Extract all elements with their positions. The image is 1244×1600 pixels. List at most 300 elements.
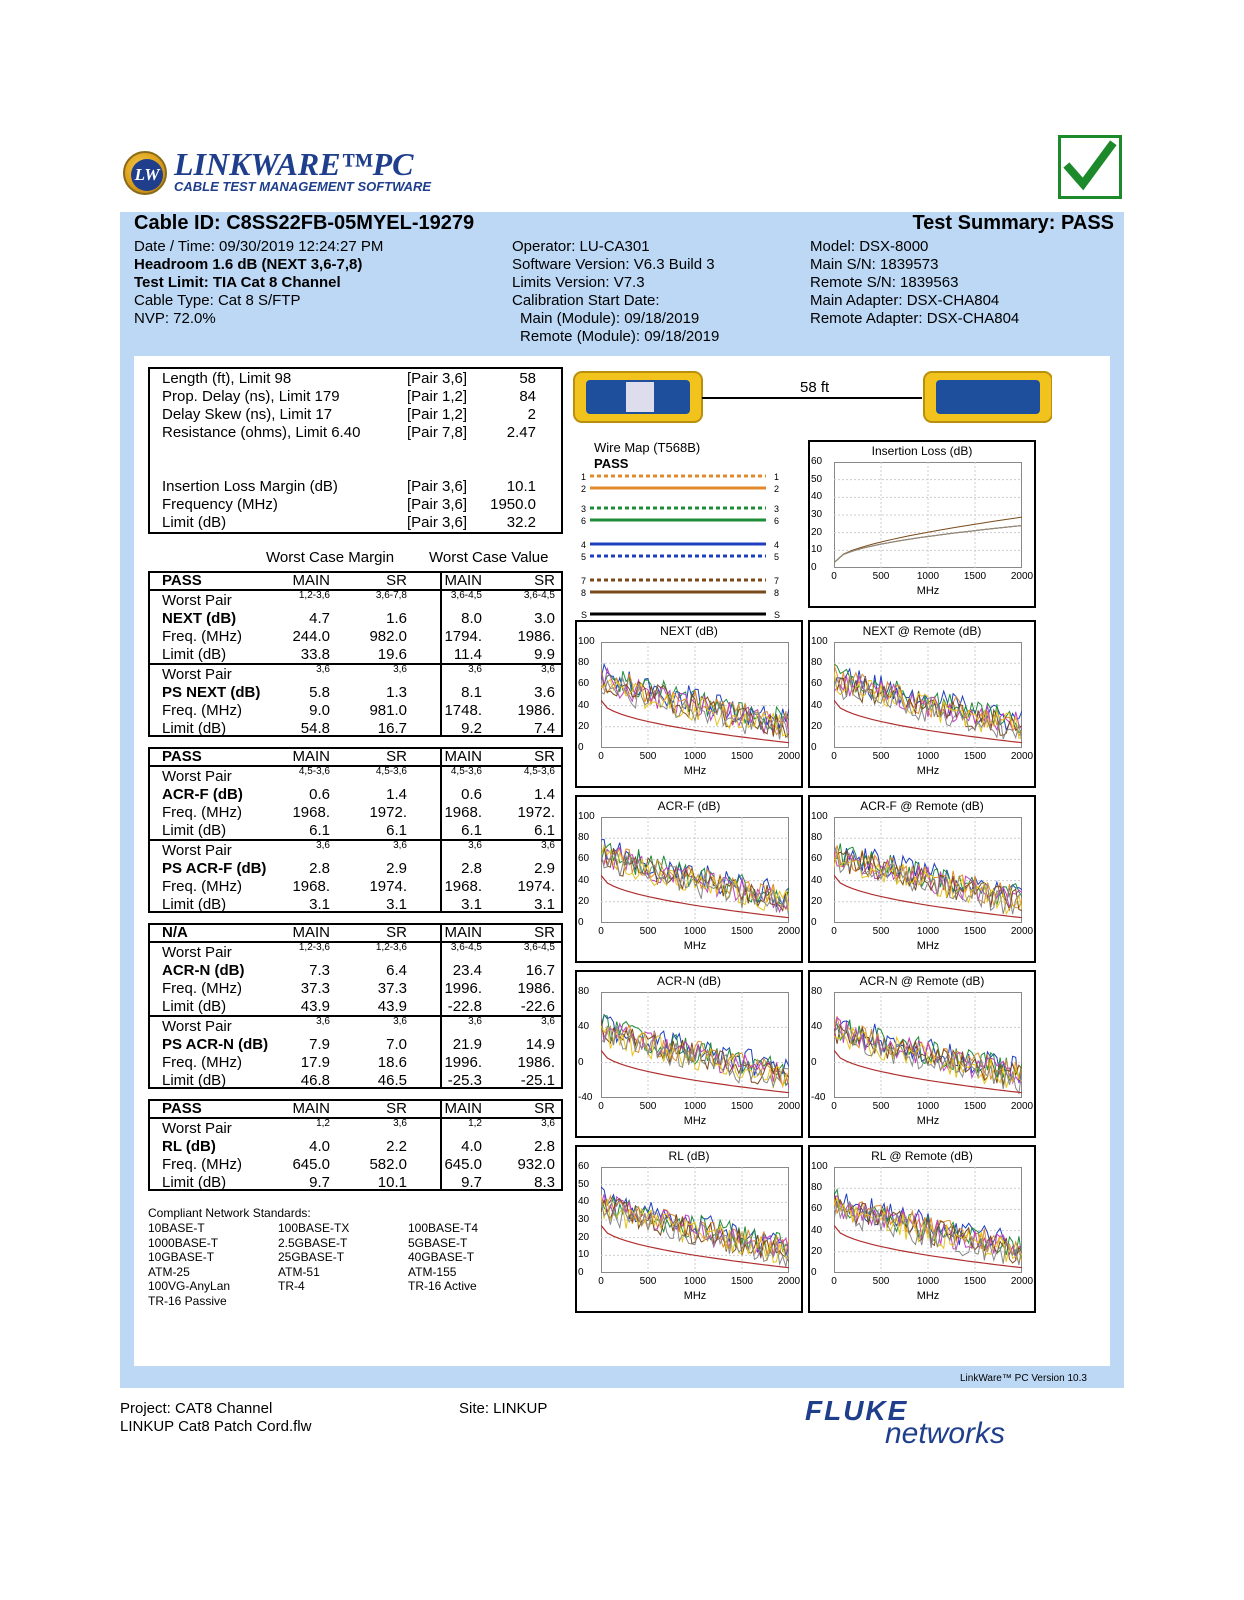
wire-pin-label: 8 <box>581 588 587 598</box>
measurement-value: 23.4 <box>452 962 482 979</box>
standard-item: ATM-51 <box>278 1264 320 1279</box>
standard-item: TR-4 <box>278 1279 305 1293</box>
worst-pair-label: Worst Pair <box>162 1120 232 1137</box>
x-tick-label: 1500 <box>963 1101 987 1112</box>
basic-value: 2.47 <box>506 424 536 441</box>
remote-unit-icon <box>924 372 1052 422</box>
freq-value: 17.9 <box>300 1054 330 1071</box>
chart-title: ACR-N (dB) <box>656 974 721 988</box>
chart-plot <box>834 992 1022 1098</box>
x-tick-label: 500 <box>639 751 657 762</box>
freq-value: 1986. <box>517 1054 555 1071</box>
logo-title: LINKWARE™PC <box>174 146 414 182</box>
standard-item: 40GBASE-T <box>408 1250 475 1264</box>
worst-pair-value: 3,6 <box>316 1016 330 1027</box>
freq-value: 645.0 <box>444 1156 482 1173</box>
standard-item: 5GBASE-T <box>408 1235 468 1250</box>
freq-label: Freq. (MHz) <box>162 878 242 895</box>
y-tick-label: 40 <box>578 699 590 711</box>
project-file: LINKUP Cat8 Patch Cord.flw <box>120 1418 312 1435</box>
worst-pair-value: 3,6 <box>541 840 555 851</box>
freq-value: 1972. <box>517 804 555 821</box>
measurement-value: 7.3 <box>309 962 330 979</box>
limit-value: 9.7 <box>461 1174 482 1191</box>
x-tick-label: 500 <box>639 1101 657 1112</box>
measurement-value: 2.8 <box>461 860 482 877</box>
x-axis-label: MHz <box>683 940 707 952</box>
limit-value: 3.1 <box>386 896 407 913</box>
y-tick-label: 60 <box>811 853 823 865</box>
worst-pair-value: 3,6 <box>393 1016 407 1027</box>
y-tick-label: 0 <box>578 1267 584 1278</box>
worst-pair-value: 3,6 <box>541 1118 555 1129</box>
y-tick-label: 0 <box>811 742 817 753</box>
column-header: SR <box>534 572 555 589</box>
worst-pair-value: 3,6 <box>541 1016 555 1027</box>
header-col-3: Model: DSX-8000 Main S/N: 1839573 Remote S/N: 1839563 Main Adapter: DSX-CHA804 Remote Adapter: DSX-CHA804 <box>810 238 1020 327</box>
x-tick-label: 1500 <box>730 1276 754 1287</box>
x-axis-label: MHz <box>916 1115 940 1127</box>
pass-check-icon <box>1058 135 1122 199</box>
x-tick-label: 1000 <box>683 1276 707 1287</box>
measurement-value: 2.8 <box>534 1138 555 1155</box>
wire-pin-label: S <box>581 610 588 620</box>
x-tick-label: 1500 <box>730 926 754 937</box>
worst-pair-value: 3,6 <box>393 840 407 851</box>
basic-pair: [Pair 3,6] <box>407 496 468 513</box>
worst-pair-value: 3,6-7,8 <box>375 590 407 601</box>
worst-pair-value: 3,6-4,5 <box>450 590 482 601</box>
worst-pair-label: Worst Pair <box>162 842 232 859</box>
freq-value: 1974. <box>369 878 407 895</box>
worst-pair-value: 3,6 <box>468 664 482 675</box>
freq-value: 1968. <box>444 878 482 895</box>
chart-title: NEXT @ Remote (dB) <box>862 624 982 638</box>
measurement-value: 0.6 <box>461 786 482 803</box>
worst-pair-label: Worst Pair <box>162 1018 232 1035</box>
chart-title: Insertion Loss (dB) <box>871 444 973 458</box>
y-tick-label: 0 <box>811 917 817 928</box>
limit-value: 43.9 <box>300 998 330 1015</box>
main-unit-icon <box>574 372 702 422</box>
worst-pair-value: 3,6 <box>316 664 330 675</box>
x-tick-label: 1500 <box>730 751 754 762</box>
y-tick-label: -40 <box>811 1092 826 1103</box>
y-tick-label: 20 <box>811 895 823 907</box>
limit-label: Limit (dB) <box>162 720 227 737</box>
limit-value: 46.8 <box>300 1072 330 1089</box>
y-tick-label: 40 <box>811 699 823 711</box>
wire-pin-label: 4 <box>774 540 780 550</box>
y-tick-label: 50 <box>811 473 823 485</box>
x-axis-label: MHz <box>916 1290 940 1302</box>
x-axis-label: MHz <box>916 765 940 777</box>
y-tick-label: 80 <box>578 657 590 669</box>
column-header: SR <box>386 1100 407 1117</box>
cable-id: Cable ID: C8SS22FB-05MYEL-19279 <box>134 212 475 234</box>
basic-value: 58 <box>519 370 536 387</box>
limit-label: Limit (dB) <box>162 646 227 663</box>
y-tick-label: 80 <box>811 657 823 669</box>
standard-item: 100BASE-TX <box>278 1221 350 1235</box>
x-tick-label: 0 <box>598 1101 604 1112</box>
freq-value: 582.0 <box>369 1156 407 1173</box>
wire-pin-label: 7 <box>774 576 780 586</box>
worst-pair-label: Worst Pair <box>162 944 232 961</box>
software-version: LinkWare™ PC Version 10.3 <box>960 1373 1087 1384</box>
x-tick-label: 1000 <box>683 926 707 937</box>
x-tick-label: 1000 <box>916 1101 940 1112</box>
measurement-value: 14.9 <box>525 1036 555 1053</box>
wire-pin-label: 2 <box>581 484 587 494</box>
column-header: SR <box>534 924 555 941</box>
wire-map <box>580 440 790 620</box>
column-header: MAIN <box>444 572 482 589</box>
y-tick-label: 100 <box>811 1161 828 1172</box>
y-tick-label: 20 <box>578 895 590 907</box>
wire-pin-label: 5 <box>581 552 587 562</box>
x-tick-label: 2000 <box>1010 751 1034 762</box>
worst-pair-value: 3,6 <box>468 840 482 851</box>
basic-pair: [Pair 1,2] <box>407 388 468 405</box>
measurement-value: 2.8 <box>309 860 330 877</box>
chart-title: RL (dB) <box>668 1149 710 1163</box>
worst-pair-value: 3,6 <box>316 840 330 851</box>
y-tick-label: 40 <box>578 874 590 886</box>
freq-value: 1986. <box>517 980 555 997</box>
y-tick-label: 0 <box>811 1267 817 1278</box>
y-tick-label: 100 <box>811 811 828 822</box>
x-axis-label: MHz <box>683 765 707 777</box>
y-tick-label: 10 <box>811 544 823 556</box>
basic-value: 32.2 <box>506 514 536 531</box>
y-tick-label: 50 <box>578 1178 590 1190</box>
wire-map-lines <box>580 466 790 620</box>
limit-label: Limit (dB) <box>162 1174 227 1191</box>
column-header: MAIN <box>444 748 482 765</box>
freq-value: 1986. <box>517 628 555 645</box>
freq-value: 1748. <box>444 702 482 719</box>
limit-value: 16.7 <box>377 720 407 737</box>
footer-project <box>120 1400 311 1436</box>
worst-pair-value: 1,2-3,6 <box>375 942 407 953</box>
link-diagram <box>572 368 1052 428</box>
measurement-value: 3.6 <box>534 684 555 701</box>
measurement-name: RL (dB) <box>162 1138 216 1155</box>
measurement-value: 6.4 <box>386 962 407 979</box>
x-tick-label: 2000 <box>1010 571 1034 582</box>
measurement-value: 0.6 <box>309 786 330 803</box>
worst-pair-value: 3,6 <box>393 664 407 675</box>
worst-pair-label: Worst Pair <box>162 768 232 785</box>
header-col-1: Date / Time: 09/30/2019 12:24:27 PM Headroom 1.6 dB (NEXT 3,6-7,8) Test Limit: TIA Cat 8 Channel Cable Type: Cat 8 S/FTP NVP: 72.0% <box>134 238 384 327</box>
freq-label: Freq. (MHz) <box>162 1156 242 1173</box>
column-header: MAIN <box>292 1100 330 1117</box>
freq-value: 37.3 <box>300 980 330 997</box>
x-tick-label: 2000 <box>1010 1101 1034 1112</box>
standard-item: TR-16 Passive <box>148 1293 227 1308</box>
chart-plot <box>834 462 1022 568</box>
limit-label: Limit (dB) <box>162 822 227 839</box>
limit-value: 9.7 <box>309 1174 330 1191</box>
chart-plot <box>834 1167 1022 1273</box>
chart-plot <box>834 817 1022 923</box>
worst-pair-label: Worst Pair <box>162 666 232 683</box>
limit-value: 43.9 <box>377 998 407 1015</box>
worst-pair-label: Worst Pair <box>162 592 232 609</box>
logo-badge-text: LW <box>131 159 163 191</box>
x-tick-label: 2000 <box>777 1101 801 1112</box>
freq-value: 645.0 <box>292 1156 330 1173</box>
column-header: MAIN <box>444 1100 482 1117</box>
limit-label: Limit (dB) <box>162 998 227 1015</box>
limit-value: -25.1 <box>520 1072 555 1089</box>
measurement-value: 3.0 <box>534 610 555 627</box>
wire-pin-label: 2 <box>774 484 780 494</box>
worst-pair-value: 1,2 <box>468 1118 482 1129</box>
y-tick-label: 20 <box>578 720 590 732</box>
basic-label: Insertion Loss Margin (dB) <box>162 478 338 495</box>
freq-value: 18.6 <box>377 1054 407 1071</box>
measurement-name: PS ACR-N (dB) <box>162 1036 269 1053</box>
y-tick-label: 40 <box>811 491 823 503</box>
x-tick-label: 1500 <box>963 926 987 937</box>
basic-label: Frequency (MHz) <box>162 496 278 513</box>
limit-value: 6.1 <box>461 822 482 839</box>
y-tick-label: 0 <box>811 562 817 573</box>
freq-value: 1968. <box>292 878 330 895</box>
chart-title: ACR-F @ Remote (dB) <box>860 799 984 813</box>
wire-map-title: Wire Map (T568B) <box>594 440 701 455</box>
column-header: SR <box>386 924 407 941</box>
standard-item: 100VG-AnyLan <box>148 1279 231 1293</box>
chart-plot <box>601 817 789 923</box>
standard-item: ATM-155 <box>408 1264 457 1279</box>
limit-value: -22.8 <box>447 998 482 1015</box>
column-header: MAIN <box>292 572 330 589</box>
x-tick-label: 0 <box>598 751 604 762</box>
x-tick-label: 1500 <box>963 571 987 582</box>
worst-pair-value: 3,6 <box>393 1118 407 1129</box>
x-tick-label: 1000 <box>916 1276 940 1287</box>
wire-pin-label: 6 <box>581 516 587 526</box>
table-status: N/A <box>162 924 188 941</box>
worst-pair-value: 4,5-3,6 <box>523 766 555 777</box>
basic-value: 1950.0 <box>490 496 536 513</box>
basic-label: Prop. Delay (ns), Limit 179 <box>162 388 340 405</box>
y-tick-label: 60 <box>811 456 823 467</box>
standard-item: 1000BASE-T <box>148 1235 219 1250</box>
measurement-name: PS NEXT (dB) <box>162 684 261 701</box>
measurement-value: 7.0 <box>386 1036 407 1053</box>
y-tick-label: 60 <box>578 1161 590 1172</box>
limit-value: 3.1 <box>534 896 555 913</box>
column-header: SR <box>386 748 407 765</box>
y-tick-label: 80 <box>811 1182 823 1194</box>
project-name: Project: CAT8 Channel <box>120 1400 273 1417</box>
wire-pin-label: 6 <box>774 516 780 526</box>
x-tick-label: 1000 <box>683 751 707 762</box>
worst-pair-value: 3,6 <box>468 1016 482 1027</box>
measurement-value: 8.0 <box>461 610 482 627</box>
column-header: MAIN <box>292 924 330 941</box>
y-tick-label: 80 <box>811 832 823 844</box>
worst-pair-value: 4,5-3,6 <box>375 766 407 777</box>
y-tick-label: 0 <box>578 917 584 928</box>
worst-pair-value: 3,6 <box>541 664 555 675</box>
worst-value-header: Worst Case Value <box>429 549 549 566</box>
freq-value: 932.0 <box>517 1156 555 1173</box>
fluke-networks-logo: FLUKE networks <box>805 1395 1006 1450</box>
basic-label: Limit (dB) <box>162 514 227 531</box>
test-summary: Test Summary: PASS <box>912 212 1114 234</box>
wire-pin-label: 5 <box>774 552 780 562</box>
x-tick-label: 0 <box>831 926 837 937</box>
limit-label: Limit (dB) <box>162 1072 227 1089</box>
x-tick-label: 1000 <box>916 571 940 582</box>
freq-value: 982.0 <box>369 628 407 645</box>
x-axis-label: MHz <box>683 1115 707 1127</box>
y-tick-label: 60 <box>578 678 590 690</box>
x-axis-label: MHz <box>916 585 940 597</box>
measurement-name: NEXT (dB) <box>162 610 237 627</box>
logo-subtitle: CABLE TEST MANAGEMENT SOFTWARE <box>174 179 432 194</box>
x-tick-label: 1500 <box>730 1101 754 1112</box>
limit-value: 10.1 <box>377 1174 407 1191</box>
limit-value: -22.6 <box>520 998 555 1015</box>
limit-value: 6.1 <box>534 822 555 839</box>
standard-item: 25GBASE-T <box>278 1250 345 1264</box>
freq-value: 1974. <box>517 878 555 895</box>
x-tick-label: 1000 <box>916 926 940 937</box>
x-tick-label: 1000 <box>683 1101 707 1112</box>
measurement-value: 8.1 <box>461 684 482 701</box>
x-tick-label: 0 <box>598 926 604 937</box>
y-tick-label: 60 <box>811 1203 823 1215</box>
limit-value: 33.8 <box>300 646 330 663</box>
table-status: PASS <box>162 1100 202 1117</box>
wire-map-status: PASS <box>594 456 629 471</box>
freq-label: Freq. (MHz) <box>162 1054 242 1071</box>
freq-value: 1996. <box>444 1054 482 1071</box>
freq-value: 37.3 <box>377 980 407 997</box>
footer-site: Site: LINKUP <box>459 1400 548 1417</box>
wire-pin-label: S <box>774 610 781 620</box>
limit-value: 7.4 <box>534 720 555 737</box>
x-tick-label: 2000 <box>777 1276 801 1287</box>
measurement-value: 4.0 <box>461 1138 482 1155</box>
chart-title: RL @ Remote (dB) <box>871 1149 973 1163</box>
standard-item: 10BASE-T <box>148 1221 205 1235</box>
worst-pair-value: 4,5-3,6 <box>298 766 330 777</box>
measurement-value: 2.2 <box>386 1138 407 1155</box>
worst-pair-value: 1,2-3,6 <box>298 942 330 953</box>
x-tick-label: 1000 <box>916 751 940 762</box>
standard-item: 10GBASE-T <box>148 1250 215 1264</box>
wire-pin-label: 3 <box>774 504 780 514</box>
limit-value: 19.6 <box>377 646 407 663</box>
basic-pair: [Pair 7,8] <box>407 424 468 441</box>
y-tick-label: 40 <box>578 1021 590 1033</box>
basic-pair: [Pair 3,6] <box>407 370 468 387</box>
column-header: SR <box>534 1100 555 1117</box>
basic-label: Length (ft), Limit 98 <box>162 370 292 387</box>
basic-pair: [Pair 1,2] <box>407 406 468 423</box>
x-tick-label: 500 <box>872 751 890 762</box>
worst-pair-value: 1,2 <box>316 1118 330 1129</box>
limit-value: 3.1 <box>309 896 330 913</box>
y-tick-label: 60 <box>578 853 590 865</box>
limit-value: 9.2 <box>461 720 482 737</box>
chart-plot <box>601 1167 789 1273</box>
x-tick-label: 2000 <box>777 751 801 762</box>
x-tick-label: 500 <box>872 926 890 937</box>
chart-plot <box>834 642 1022 748</box>
worst-pair-value: 3,6-4,5 <box>450 942 482 953</box>
y-tick-label: 100 <box>578 636 595 647</box>
x-tick-label: 500 <box>639 926 657 937</box>
measurement-value: 16.7 <box>525 962 555 979</box>
table-status: PASS <box>162 572 202 589</box>
x-tick-label: 2000 <box>1010 926 1034 937</box>
freq-value: 1986. <box>517 702 555 719</box>
wire-pin-label: 8 <box>774 588 780 598</box>
basic-pair: [Pair 3,6] <box>407 478 468 495</box>
worst-pair-value: 3,6-4,5 <box>523 590 555 601</box>
y-tick-label: 10 <box>578 1249 590 1261</box>
basic-value: 84 <box>519 388 536 405</box>
worst-pair-value: 4,5-3,6 <box>450 766 482 777</box>
y-tick-label: 80 <box>811 986 823 997</box>
chart-title: NEXT (dB) <box>660 624 718 638</box>
freq-value: 244.0 <box>292 628 330 645</box>
wire-pin-label: 1 <box>774 472 780 482</box>
y-tick-label: 30 <box>578 1214 590 1225</box>
x-tick-label: 500 <box>872 1276 890 1287</box>
y-tick-label: 60 <box>811 678 823 690</box>
limit-value: 54.8 <box>300 720 330 737</box>
y-tick-label: 100 <box>578 811 595 822</box>
worst-margin-header: Worst Case Margin <box>266 549 395 566</box>
x-tick-label: 0 <box>831 751 837 762</box>
freq-value: 981.0 <box>369 702 407 719</box>
chart-plot <box>601 992 789 1098</box>
standard-item: ATM-25 <box>148 1264 190 1279</box>
measurement-value: 1.4 <box>386 786 407 803</box>
y-tick-label: 40 <box>811 1021 823 1033</box>
x-tick-label: 2000 <box>777 926 801 937</box>
y-tick-label: -40 <box>578 1092 593 1103</box>
limit-value: 11.4 <box>453 646 482 663</box>
column-header: MAIN <box>444 924 482 941</box>
header-col-2: Operator: LU-CA301 Software Version: V6.3 Build 3 Limits Version: V7.3 Calibration Start Date: Main (Module): 09/18/2019 Remote (Module): 09/18/2019 <box>512 238 720 345</box>
y-tick-label: 40 <box>811 1224 823 1236</box>
worst-pair-value: 1,2-3,6 <box>298 590 330 601</box>
column-header: MAIN <box>292 748 330 765</box>
limit-value: 3.1 <box>461 896 482 913</box>
limit-value: -25.3 <box>447 1072 482 1089</box>
standard-item: TR-16 Active <box>408 1279 477 1293</box>
y-tick-label: 30 <box>811 509 823 520</box>
measurement-value: 2.9 <box>386 860 407 877</box>
freq-label: Freq. (MHz) <box>162 702 242 719</box>
freq-value: 1968. <box>444 804 482 821</box>
x-axis-label: MHz <box>683 1290 707 1302</box>
x-tick-label: 0 <box>598 1276 604 1287</box>
measurement-name: ACR-N (dB) <box>162 962 245 979</box>
wire-pin-label: 7 <box>581 576 587 586</box>
measurement-value: 1.3 <box>386 684 407 701</box>
